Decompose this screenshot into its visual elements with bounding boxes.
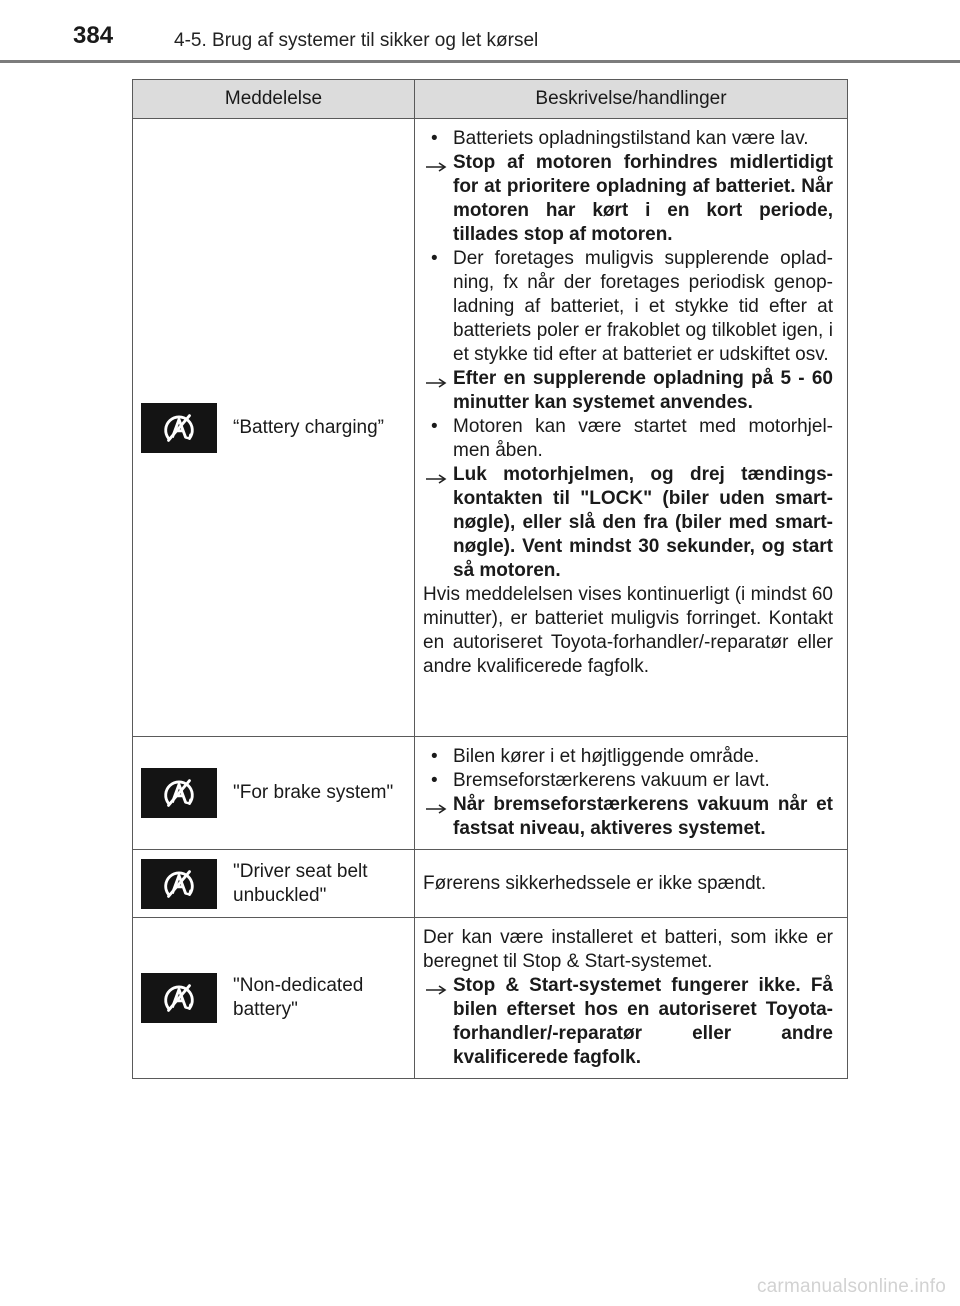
table-body bbox=[133, 119, 848, 1079]
bullet-text: Der foretages muligvis supplerende oplad-ning, fx når der foretages periodisk genop-ladning af batteriet, i et stykke tid efter at batteriets poler er frakoblet og tilkoblet igen, i et stykke tid efter at batteriet er udskiftet osv. bbox=[453, 248, 833, 365]
message-content bbox=[133, 768, 414, 818]
message-cell bbox=[133, 737, 415, 850]
action-text: Stop & Start-systemet fungerer ikke. Få bilen efterset hos en autoriseret Toyota-forhandler/-reparatør eller andre kvalificerede fagfolk. bbox=[453, 975, 833, 1068]
page-number: 384 bbox=[73, 22, 114, 49]
plain-text: Førerens sikkerhedssele er ikke spændt. bbox=[423, 872, 767, 894]
bullet-item bbox=[423, 769, 833, 793]
message-content bbox=[133, 973, 414, 1023]
table-row bbox=[133, 119, 848, 737]
message-content bbox=[133, 403, 414, 453]
bullet-text: Bilen kører i et højtliggende område. bbox=[453, 746, 760, 767]
table-row bbox=[133, 918, 848, 1079]
bullet-text: Motoren kan være startet med motorhjel-men åben. bbox=[453, 416, 833, 461]
action-item bbox=[423, 367, 833, 415]
action-text: Luk motorhjelmen, og drej tændings-kontakten til "LOCK" (biler uden smart-nøgle), eller slå den fra (biler med smart-nøgle). Vent mindst 30 sekunder, og start så motoren. bbox=[453, 464, 833, 581]
bullet-text: Bremseforstærkerens vakuum er lavt. bbox=[453, 770, 770, 791]
auto-stop-start-off-icon bbox=[141, 973, 217, 1023]
action-item bbox=[423, 463, 833, 583]
description-cell bbox=[415, 918, 848, 1079]
arrow-right-icon bbox=[425, 979, 447, 1003]
auto-stop-start-off-icon bbox=[141, 403, 217, 453]
message-table bbox=[132, 79, 848, 1079]
arrow-right-icon bbox=[425, 798, 447, 822]
auto-stop-start-off-icon bbox=[141, 768, 217, 818]
message-cell bbox=[133, 918, 415, 1079]
page-header bbox=[0, 0, 960, 64]
arrow-right-icon bbox=[425, 468, 447, 492]
bullet-item bbox=[423, 745, 833, 769]
plain-text: Hvis meddelelsen vises kontinuerligt (i mindst 60 minutter), er batteriet muligvis forringet. Kontakt en autoriseret Toyota-forhandler/-reparatør eller andre kvalificerede fagfolk. bbox=[423, 584, 833, 677]
arrow-right-icon bbox=[425, 372, 447, 396]
message-cell bbox=[133, 850, 415, 918]
message-label: "Driver seat belt unbuckled" bbox=[233, 860, 368, 906]
arrow-right-icon bbox=[425, 156, 447, 180]
plain-text: Der kan være installeret et batteri, som ikke er beregnet til Stop & Start-systemet. bbox=[423, 927, 833, 972]
description-cell bbox=[415, 119, 848, 737]
table-header-row bbox=[133, 80, 848, 119]
auto-stop-start-off-icon bbox=[141, 859, 217, 909]
action-text: Når bremseforstærkerens vakuum når et fastsat niveau, aktiveres systemet. bbox=[453, 794, 833, 839]
description-cell bbox=[415, 850, 848, 918]
message-content bbox=[133, 859, 414, 909]
column-header-description: Beskrivelse/handlinger bbox=[415, 80, 848, 119]
table-row bbox=[133, 850, 848, 918]
action-text: Efter en supplerende opladning på 5 - 60 minutter kan systemet anvendes. bbox=[453, 368, 833, 413]
message-label: "For brake system" bbox=[233, 782, 394, 803]
action-item bbox=[423, 151, 833, 247]
table-row bbox=[133, 737, 848, 850]
column-header-message: Meddelelse bbox=[133, 80, 415, 119]
description-cell bbox=[415, 737, 848, 850]
action-item bbox=[423, 793, 833, 841]
message-cell bbox=[133, 119, 415, 737]
bullet-item bbox=[423, 415, 833, 463]
bullet-item bbox=[423, 127, 833, 151]
header-rule bbox=[0, 60, 960, 63]
message-label: “Battery charging” bbox=[233, 416, 385, 438]
message-label: "Non-dedicated battery" bbox=[233, 975, 364, 1020]
bullet-text: Batteriets opladningstilstand kan være lav. bbox=[453, 128, 809, 149]
watermark: carmanualsonline.info bbox=[756, 1276, 946, 1297]
action-text: Stop af motoren forhindres midlertidigt for at prioritere opladning af batteriet. Når motoren har kørt i en kort periode, tillades stop af motoren. bbox=[453, 152, 833, 245]
action-item bbox=[423, 974, 833, 1070]
bullet-item bbox=[423, 247, 833, 367]
chapter-title: 4-5. Brug af systemer til sikker og let kørsel bbox=[174, 30, 539, 51]
